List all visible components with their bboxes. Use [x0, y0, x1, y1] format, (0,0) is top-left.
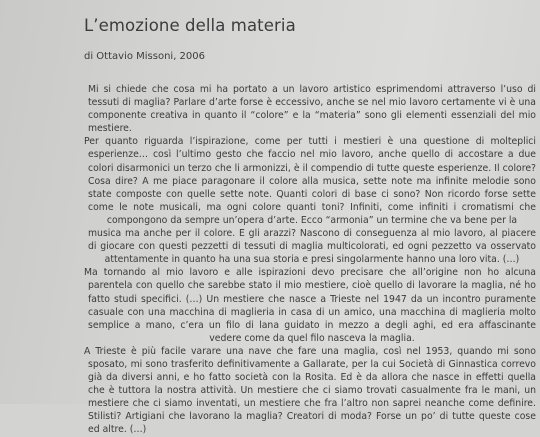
text-line: sposato, mi sono trasferito definitivamente a Gallarate, per la cui Società di Ginnastica correvo: [88, 358, 536, 370]
panel-title: L’emozione della materia: [84, 16, 296, 35]
body-text: [84, 83, 536, 437]
text-line: già da diversi anni, e ho fatto società con la Rosita. Ed è da allora che nasce in effetti quella: [88, 372, 536, 384]
text-line: che è tuttora la nostra attività. Un mestiere che ci siamo trovati casualmente fra le mani, un: [88, 385, 536, 397]
text-line: state composte con quelle sette note. Quanti colori di base ci sono? Non ricordo forse sette: [88, 188, 536, 200]
text-line: componente creativa in quanto il “colore” e la “materia” sono gli elementi essenziali del mio: [88, 110, 536, 122]
text-line: di giocare con questi pezzetti di tessuti di maglia multicolorati, ed ogni pezzetto va osservato: [88, 241, 536, 253]
text-line: A Trieste è più facile varare una nave che fare una maglia, così nel 1953, quando mi sono: [84, 345, 536, 357]
text-line: colori disarmonici un terzo che li armonizzi, è il compendio di tutte queste esperienze. Il colore?: [88, 162, 536, 174]
text-line: Cosa dire? A me piace paragonare il colore alla musica, sette note ma infinite melodie sono: [88, 175, 536, 187]
text-line: Stilisti? Artigiani che lavorano la maglia? Creatori di moda? Forse un po’ di tutte queste cose: [88, 411, 536, 423]
text-line: parentela con quello che sarebbe stato il mio mestiere, cioè quello di lavorare la maglia, né ho: [88, 280, 536, 292]
text-line: compongono da sempre un’opera d’arte. Ecco “armonia” un termine che va bene per la: [106, 214, 518, 226]
text-line: casuale con una macchina di maglieria in casa di un amico, una macchina di maglieria molto: [88, 306, 536, 318]
text-line: attentamente in quanto ha una sua storia e presi singolarmente hanno una loro vita. (…): [104, 254, 520, 266]
text-line: Ma tornando al mio lavoro e alle ispirazioni devo precisare che all’origine non ho alcuna: [84, 267, 536, 279]
panel-byline: di Ottavio Missoni, 2006: [84, 51, 206, 62]
text-line: come le note musicali, ma ogni colore quanti toni? Infiniti, come infiniti i cromatismi che: [88, 201, 536, 213]
text-line: esperienze… così l’ultimo gesto che faccio nel mio lavoro, anche quello di accostare a due: [88, 149, 536, 161]
text-line: Per quanto riguarda l’ispirazione, come per tutti i mestieri è una questione di molteplici: [84, 136, 536, 148]
text-line: tessuti di maglia? Parlare d’arte forse è eccessivo, anche se nel mio lavoro certamente vi è una: [88, 97, 536, 109]
text-line: mestiere che ci siamo inventati, un mestiere che fra l’altro non saprei neanche come definire.: [88, 398, 536, 410]
text-line: ed altre. (…): [88, 424, 147, 436]
text-line: vedere come da quel filo nasceva la maglia.: [209, 332, 415, 344]
text-line: mestiere.: [88, 123, 132, 135]
text-line: semplice a mano, c’era un filo di lana guidato in mezzo a degli aghi, ed era affascinante: [88, 319, 536, 331]
text-line: musica ma anche per il colore. E gli arazzi? Nascono di conseguenza al mio lavoro, al piacere: [88, 228, 536, 240]
text-line: fatto studi specifici. (…) Un mestiere che nasce a Trieste nel 1947 da un incontro puramente: [88, 293, 536, 305]
text-line: Mi si chiede che cosa mi ha portato a un lavoro artistico esprimendomi attraverso l’uso di: [88, 84, 536, 95]
